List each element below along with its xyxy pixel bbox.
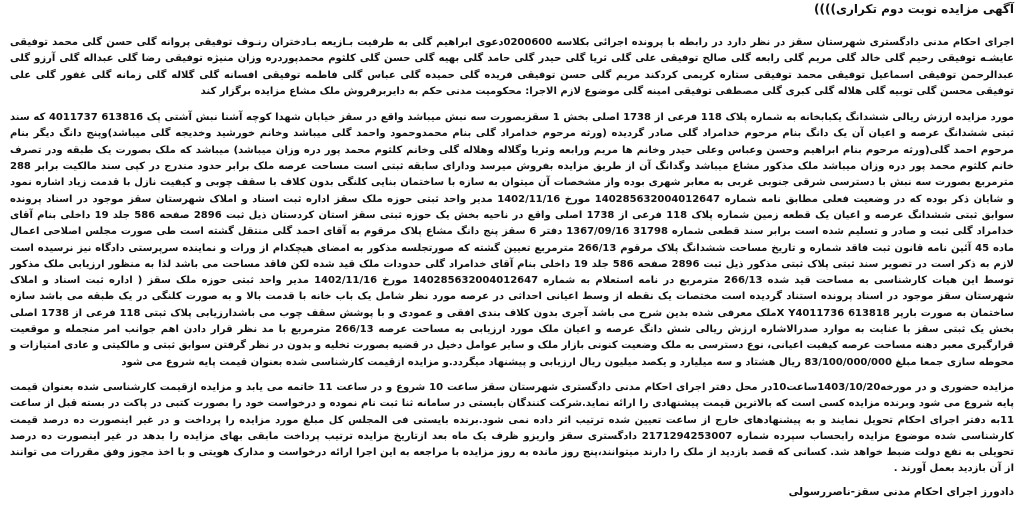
notice-title: آگهی مزایده نوبت دوم تکراری)))): [814, 2, 1014, 16]
auction-notice: [6, 0, 1018, 528]
notice-paragraph-parties: اجرای احکام مدنی دادگستری شهرستان سقز در نظر دارد در رابطه با پرونده اجرائی بکلاسه 0200600دعوی ابراهیم گلی به طرفیت بـازیعه بـادختران رنـوف توفیقی پروانه گلی حسن گلی محمد توفیقی عایشـه توفیقی رحیم گلی خالد گلی مریم گلی رابعه گلی صالح توفیقی علی گلی ثریا گلی حیدر گلی حامد گلی بهیه گلی حسن گلی کلثوم محمدپوردره وزان منیژه توفیقی رضا گلی عبداله گلی آرزو گلی عبدالرحمن توفیقی اسماعیل توفیقی محمد توفیقی ستاره کریمی کردکند مریم گلی حسن توفیقی فریده گلی حمیده گلی عباس گلی فاطمه توفیقی افسانه گلی گلاله گلی زمانه گلی غفور گلی علی توفیقی محسن گلی توبیه گلی هلاله گلی کبری گلی مصطفی توفیقی امینه گلی موضوع لازم الاجرا: محکومیت مدنی حکم به دایربرفروش ملک مشاع مزایده برگزار کند: [10, 37, 1014, 97]
notice-signature: دادورز اجرای احکام مدنی سقز-ناصررسولی: [788, 485, 1014, 498]
notice-paragraph-property: مورد مزایده ارزش ریالی ششدانگ یکبابخانه به شماره پلاک 118 فرعی از 1738 اصلی بخش 1 سقزبصورت سه نبش میباشد واقع در سقز خیابان شهدا کوچه آشنا نبش آشتی پک 613816 4011737 که سند ثبتی ششدانگ عرصه و اعیان آن یک دانگ بنام مرحوم خدامراد گلی صادر گردیده (ورثه مرحوم خدامراد گلی بنام محمدوحمود واحمد گلی میباشد وخانم خورشید وخدیجه گلی میباشد)وپنج دانگ دیگر بنام مرحوم احمد گلی(ورثه مرحوم بنام ابراهیم وحسن وعباس وعلی حیدر وخانم ها مریم ورابعه وثریا وگلاله وهلاله گلی وخانم کلثوم محمد پور دره وزان میباشد) میباشد که ملک بصورت یک طبقه ودر تصرف خانم کلثوم محمد پور دره وزان میباشد ملک مذکور مشاع میباشد وگدانگ آن از طریق مزایده بفروش میرسد ودارای سابقه ثبتی است مساحت عرصه ملک برابر حدود مندرج در کپی سند مالکیت برابر 288 مترمربع بصورت سه نبش با دسترسی شرقی جنوبی غربی به معابر شهری بوده واز مشخصات آن میتوان به سازه با ساختمان بنایی کلنگی بدون کلاف با سقف چوبی و کیفیت نازل با قدمت زیاد اشاره نمود و شایان ذکر بوده که در وضعیت فعلی مطابق نامه شماره 140285632004012647 مورخ 1402/11/16 مدیر واحد ثبتی حوزه ملک سقز اداره ثبت اسناد و املاک شهرستان سقز موجود در اسناد پرونده سوابق ثبتی ششدانگ عرصه و اعیان یک قطعه زمین شماره پلاک 118 فرعی از 1738 اصلی واقع در ناحیه بخش یک حوزه ثبتی سقز استان کردستان ذیل ثبت 2896 صفحه 586 جلد 19 داخلی بنام آقای خدامراد گلی ثبت و صادر و تسلیم شده است برابر سند قطعی شماره 31798 1367/09/16 دفتر 6 سقز پنج دانگ مشاع پلاک مرقوم به آقای احمد گلی منتقل گشته است طی صورت مجلس اصلاحی اعمال ماده 45 آئین نامه قانون ثبت فاقد شماره و تاریخ مساحت ششدانگ پلاک مرقوم 266/13 مترمربع تعیین گشته که صورتجلسه مذکور به امضای هیچکدام از ورات و نماینده سرپرستی دادگاه نیز نرسیده است لازم به ذکر است در تصویر سند ثبتی پلاک ثبتی مذکور ذیل ثبت 2896 صفحه 586 جلد 19 داخلی بنام آقای خدامراد گلی حدودات ملک قید شده لکن فاقد مساحت می باشد لذا به منظور ارزیابی ملک مذکور توسط این هیات کارشناسی به مساحت قید شده 266/13 مترمربع در نامه استعلام به شماره 140285632004012647 مورخ 1402/11/16 مدیر واحد ثبتی حوزه ملک سقز ( اداره ثبت اسناد و املاک شهرستان سقز موجود در اسناد پرونده استناد گردیده است مختصات یک نقطه از وسط اعیانی احداثی در عرصه مورد نظر شامل یک باب خانه با قدمت بالا و به صورت کلنگی در یک طبقه می باشد سازه ساختمان به صورت بارپر 613818 X Y4011736ملک معرفی شده بدین شرح می باشد آجری بدون کلاف بندی افقی و عمودی و با پوشش سقف چوب می باشدارزیابی پلاک ثبتی 118 فرعی از 1738 اصلی بخش یک ثبتی سقز با عنایت به موارد صدرالاشاره ارزش ریالی شش دانگ عرصه و اعیان ملک مورد ارزیابی به مساحت عرصه 266/13 مترمربع با مد نظر قرار دادن اهم جوانب امر منجمله و موقعیت قرارگیری معبر دهنه مساحت عرصه کیفیت اعیانی، نوع دسترسی به ملک وضعیت کنونی بازار ملک و سایر عوامل دخیل در قضیه بصورت تخلیه و بدون در نظر گرفتن سوابق ثبتی و مالکیتی و عادی امتیازات و محوطه سازی جمعا مبلغ 83/100/000/000 ریال هشتاد و سه میلیارد و یکصد میلیون ریال ارزیابی و پیشنهاد میگردد.و مزایده ازقیمت کارشناسی شده بعنوان قیمت پایه شروع می شود: [10, 112, 1015, 368]
notice-paragraph-terms: مزایده حضوری و در مورخه1403/10/20ساعت10در محل دفتر اجرای احکام مدنی دادگستری شهرستان سقز ساعت 10 شروع و در ساعت 11 خاتمه می یابد و مزایده ازقیمت کارشناسی شده بعنوان قیمت پایه شروع می شود وبرنده مزایده کسی است که بالاترین قیمت پیشنهادی را ارائه نماید.شرکت کنندگان بایستی در سامانه ثنا ثبت نام نموده و درخواست خود را بصورت کتبی در پاکت در بسته قبل از ساعت 11به دفتر اجرای احکام تحویل نمایند و به پیشنهادهای خارج از ساعت تعیین شده ترتیب اثر داده نمی شود.برنده بایستی فی المجلس کل مبلغ مورد مزایده را پرداخت و در غیر اینصورت ده درصد قیمت کارشناسی شده موضوع مزایده رابحساب سپرده شماره 2171294253007 دادگستری سقز واریزو ظرف یک ماه بعد ازتاریخ مزایده ترتیب پرداخت مابقی بهای مزایده را بدهد در غیر اینصورت ده درصد تحویلی به نفع دولت ضبط خواهد شد. کسانی که قصد بازدید از ملک را دارند میتوانند،پنج روز مانده به روز مزایده با مراجعه به این اجرا ارائه درخواست و مدارک هویتی و با اخذ مجوز وفق مقررات می توانند از آن بازدید بعمل آورند .: [10, 381, 1015, 475]
